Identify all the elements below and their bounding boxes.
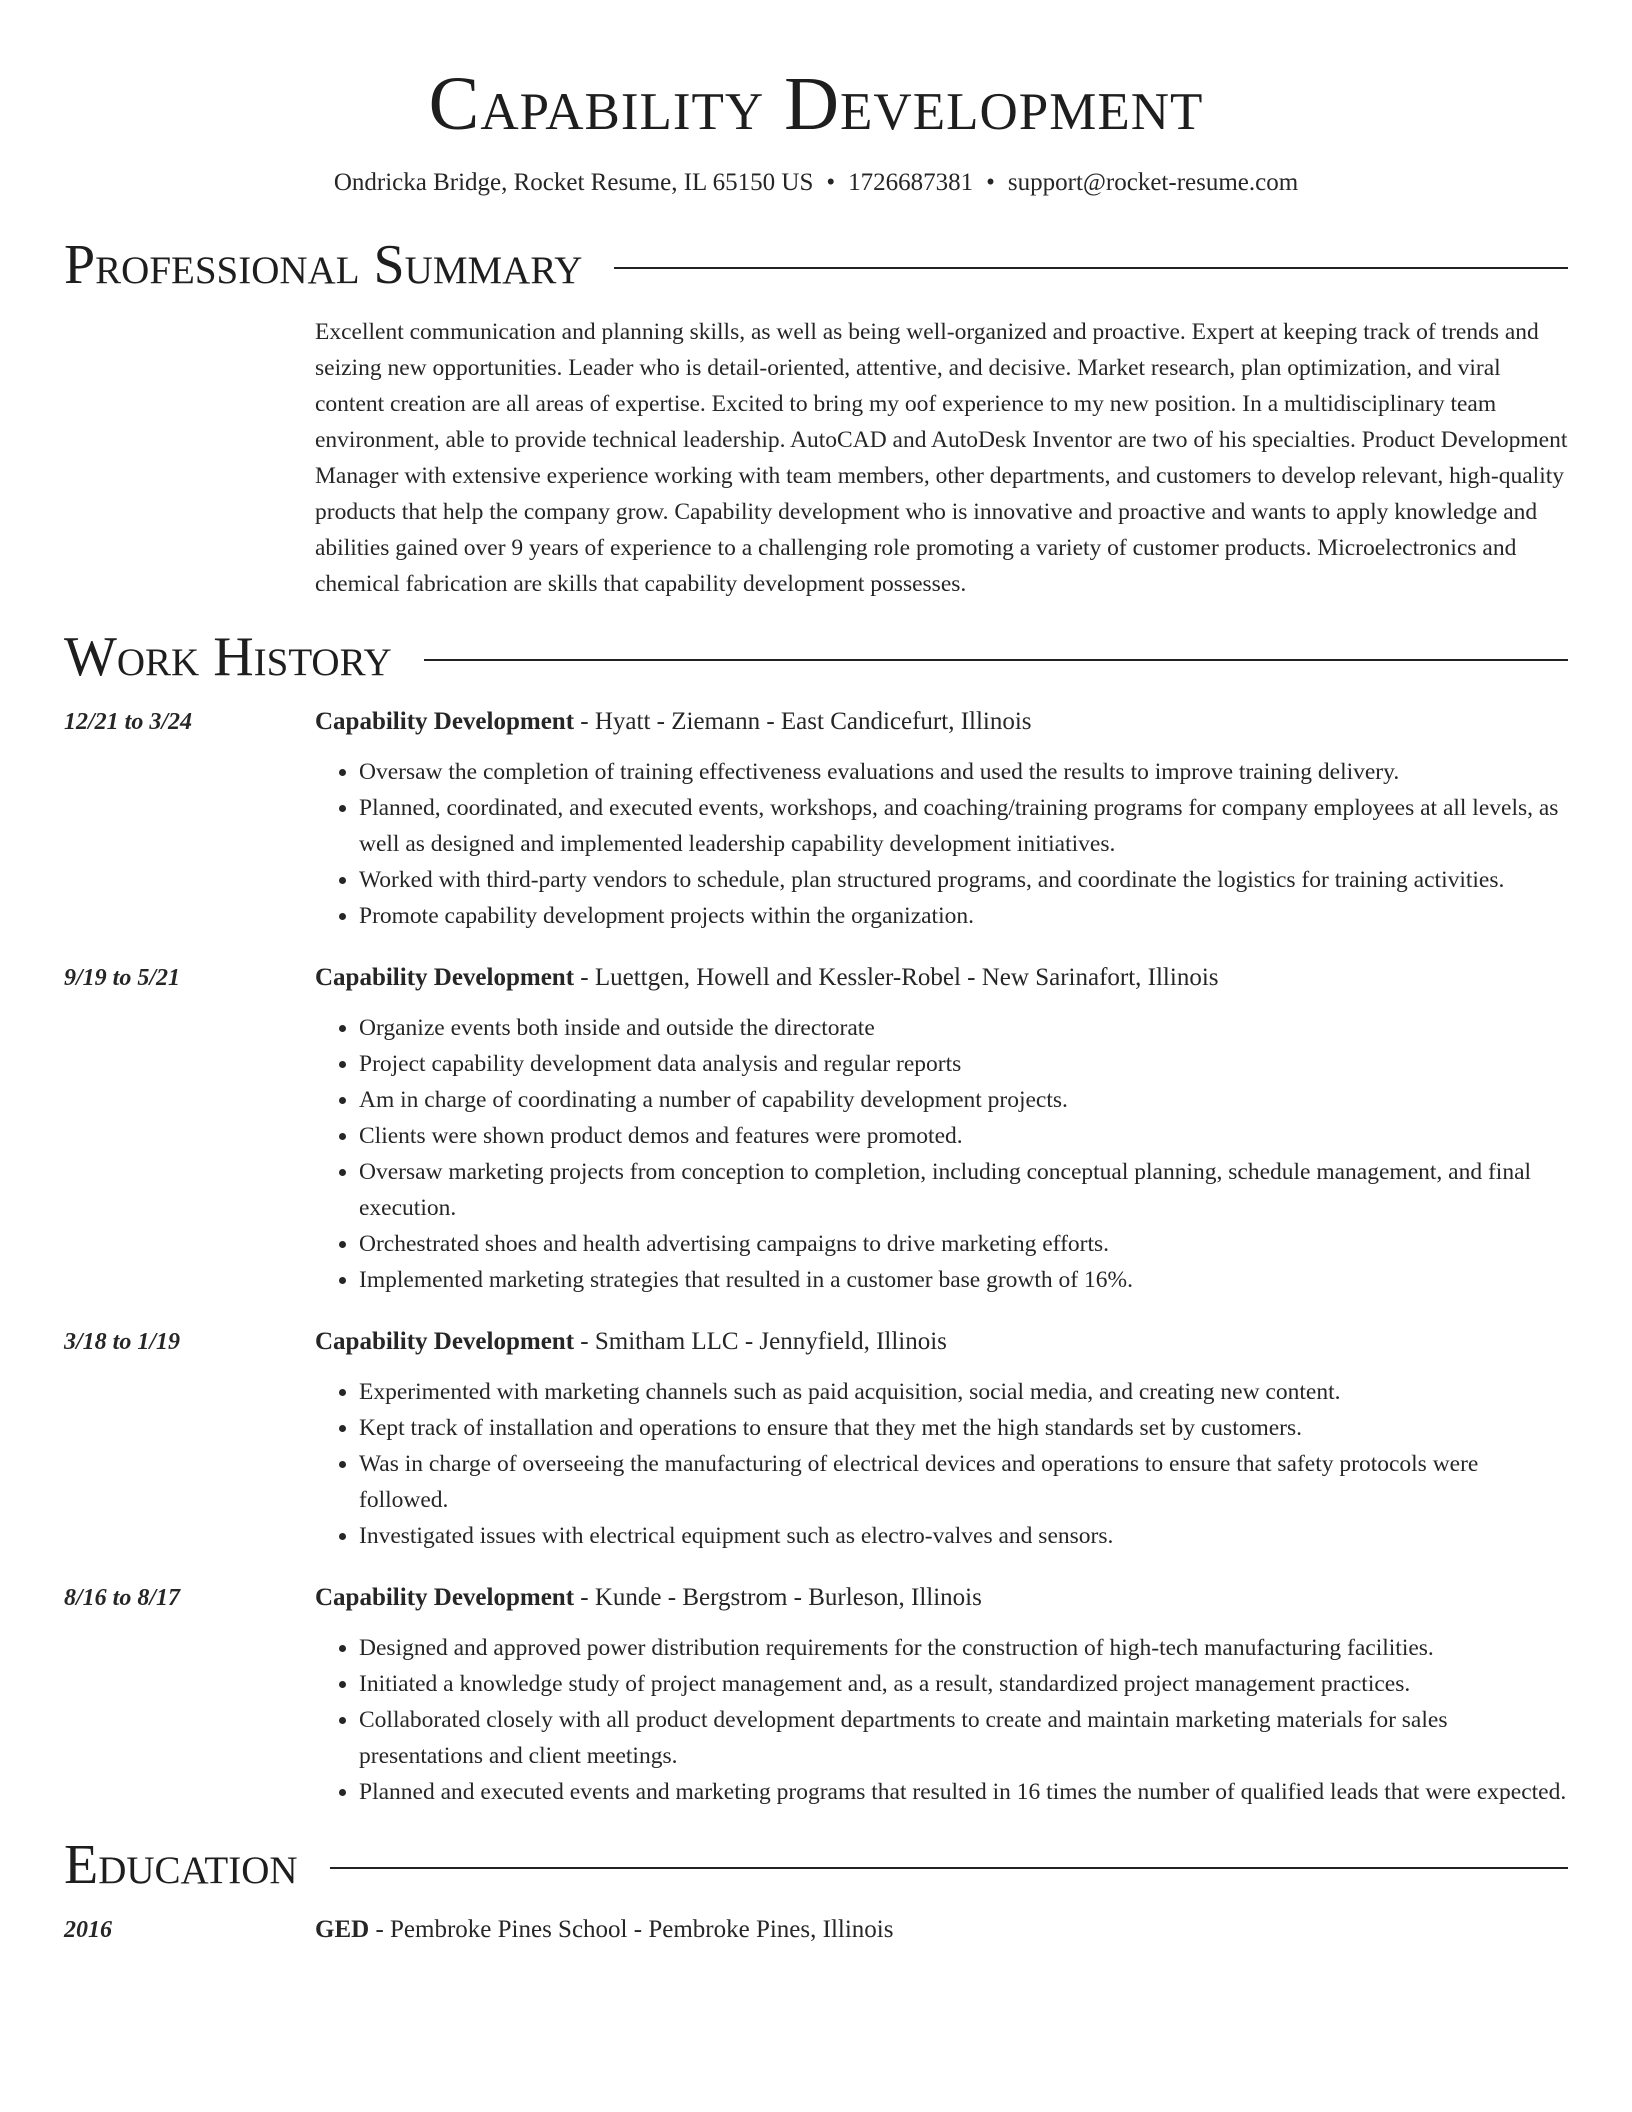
job-heading: [315, 1580, 1568, 1616]
resume-name: Capability Development: [428, 62, 1204, 146]
job-bullet: • Project capability development data analysis and regular reports: [359, 1046, 1568, 1082]
education-list: [64, 1912, 1568, 1948]
contact-separator: •: [826, 169, 836, 196]
contact-phone: 1726687381: [848, 169, 974, 196]
job-bullets: [315, 754, 1568, 934]
section-divider: [424, 659, 1568, 661]
education-heading: [315, 1912, 1568, 1948]
job-entry: [64, 1580, 1568, 1810]
education-entry: [64, 1912, 1568, 1948]
education-body: [315, 1912, 1568, 1948]
job-dates: 12/21 to 3/24: [64, 709, 193, 735]
job-bullet: • Initiated a knowledge study of project management and, as a result, standardized project management practices.: [359, 1666, 1568, 1702]
job-heading: [315, 960, 1568, 996]
education-degree: GED: [315, 1916, 370, 1943]
job-bullet: • Collaborated closely with all product development departments to create and maintain marketing materials for sales presentations and client meetings.: [359, 1702, 1568, 1774]
job-heading: [315, 704, 1568, 740]
job-entry: [64, 704, 1568, 934]
summary-title: Professional Summary: [64, 234, 583, 296]
job-bullet: • Oversaw the completion of training effectiveness evaluations and used the results to improve training delivery.: [359, 754, 1568, 790]
job-body: [315, 1580, 1568, 1810]
job-role: Capability Development: [315, 708, 575, 735]
job-bullet: • Was in charge of overseeing the manufacturing of electrical devices and operations to ensure that safety protocols were followed.: [359, 1446, 1568, 1518]
job-body: [315, 1324, 1568, 1554]
job-dates: 3/18 to 1/19: [64, 1329, 181, 1355]
job-details: - Kunde - Bergstrom - Burleson, Illinois: [574, 1584, 982, 1611]
job-bullet: • Investigated issues with electrical equipment such as electro-valves and sensors.: [359, 1518, 1568, 1554]
job-heading: [315, 1324, 1568, 1360]
job-bullet: • Worked with third-party vendors to schedule, plan structured programs, and coordinate the logistics for training activities.: [359, 862, 1568, 898]
job-entry: [64, 1324, 1568, 1554]
job-details: - Smitham LLC - Jennyfield, Illinois: [574, 1328, 947, 1355]
job-bullet: • Organize events both inside and outside the directorate: [359, 1010, 1568, 1046]
contact-email: support@rocket-resume.com: [1007, 169, 1299, 196]
job-bullet: • Planned and executed events and marketing programs that resulted in 16 times the number of qualified leads that were expected.: [359, 1774, 1568, 1810]
summary-section-header: [64, 232, 1568, 298]
job-dates: 9/19 to 5/21: [64, 965, 181, 991]
job-bullet: • Clients were shown product demos and features were promoted.: [359, 1118, 1568, 1154]
job-body: [315, 960, 1568, 1298]
section-divider: [330, 1867, 1568, 1869]
contact-address: Ondricka Bridge, Rocket Resume, IL 65150 US: [333, 169, 814, 196]
contact-line: [64, 166, 1568, 200]
job-bullets: [315, 1630, 1568, 1810]
job-bullet: • Orchestrated shoes and health advertising campaigns to drive marketing efforts.: [359, 1226, 1568, 1262]
job-bullet: • Am in charge of coordinating a number of capability development projects.: [359, 1082, 1568, 1118]
work-history-list: [64, 704, 1568, 1810]
work-section-header: [64, 624, 1568, 690]
job-bullet: • Promote capability development projects within the organization.: [359, 898, 1568, 934]
job-role: Capability Development: [315, 1584, 575, 1611]
job-body: [315, 704, 1568, 934]
education-section-header: [64, 1832, 1568, 1898]
education-details: - Pembroke Pines School - Pembroke Pines, Illinois: [369, 1916, 894, 1943]
work-title: Work History: [64, 626, 392, 688]
job-details: - Luettgen, Howell and Kessler-Robel - New Sarinafort, Illinois: [574, 964, 1219, 991]
job-bullet: • Experimented with marketing channels such as paid acquisition, social media, and creating new content.: [359, 1374, 1568, 1410]
job-bullet: • Designed and approved power distribution requirements for the construction of high-tech manufacturing facilities.: [359, 1630, 1568, 1666]
job-entry: [64, 960, 1568, 1298]
contact-separator: •: [986, 169, 995, 196]
education-year: 2016: [64, 1917, 112, 1943]
job-details: - Hyatt - Ziemann - East Candicefurt, Illinois: [574, 708, 1032, 735]
job-bullet: • Implemented marketing strategies that resulted in a customer base growth of 16%.: [359, 1262, 1568, 1298]
job-bullet: • Oversaw marketing projects from conception to completion, including conceptual planning, schedule management, and final execution.: [359, 1154, 1568, 1226]
education-title: Education: [64, 1834, 298, 1896]
summary-text: Excellent communication and planning skills, as well as being well-organized and proactive. Expert at keeping track of trends and seizing new opportunities. Leader who is detail-oriented, attentive, and decisive. Market research, plan optimization, and viral content creation are all areas of expertise. Excited to bring my oof experience to my new position. In a multidisciplinary team environment, able to provide technical leadership. AutoCAD and AutoDesk Inventor are two of his specialties. Product Development Manager with extensive experience working with team members, other departments, and customers to develop relevant, high-quality products that help the company grow. Capability development who is innovative and proactive and wants to apply knowledge and abilities gained over 9 years of experience to a challenging role promoting a variety of customer products. Microelectronics and chemical fabrication are skills that capability development possesses.: [315, 319, 1568, 597]
job-role: Capability Development: [315, 964, 575, 991]
job-bullet: • Kept track of installation and operations to ensure that they met the high standards set by customers.: [359, 1410, 1568, 1446]
job-bullets: [315, 1010, 1568, 1298]
job-dates: 8/16 to 8/17: [64, 1585, 181, 1611]
job-role: Capability Development: [315, 1328, 575, 1355]
job-bullets: [315, 1374, 1568, 1554]
job-bullet: • Planned, coordinated, and executed events, workshops, and coaching/training programs for company employees at all levels, as well as designed and implemented leadership capability development initiatives.: [359, 790, 1568, 862]
resume-page: [64, 0, 1568, 1948]
section-divider: [614, 267, 1568, 269]
